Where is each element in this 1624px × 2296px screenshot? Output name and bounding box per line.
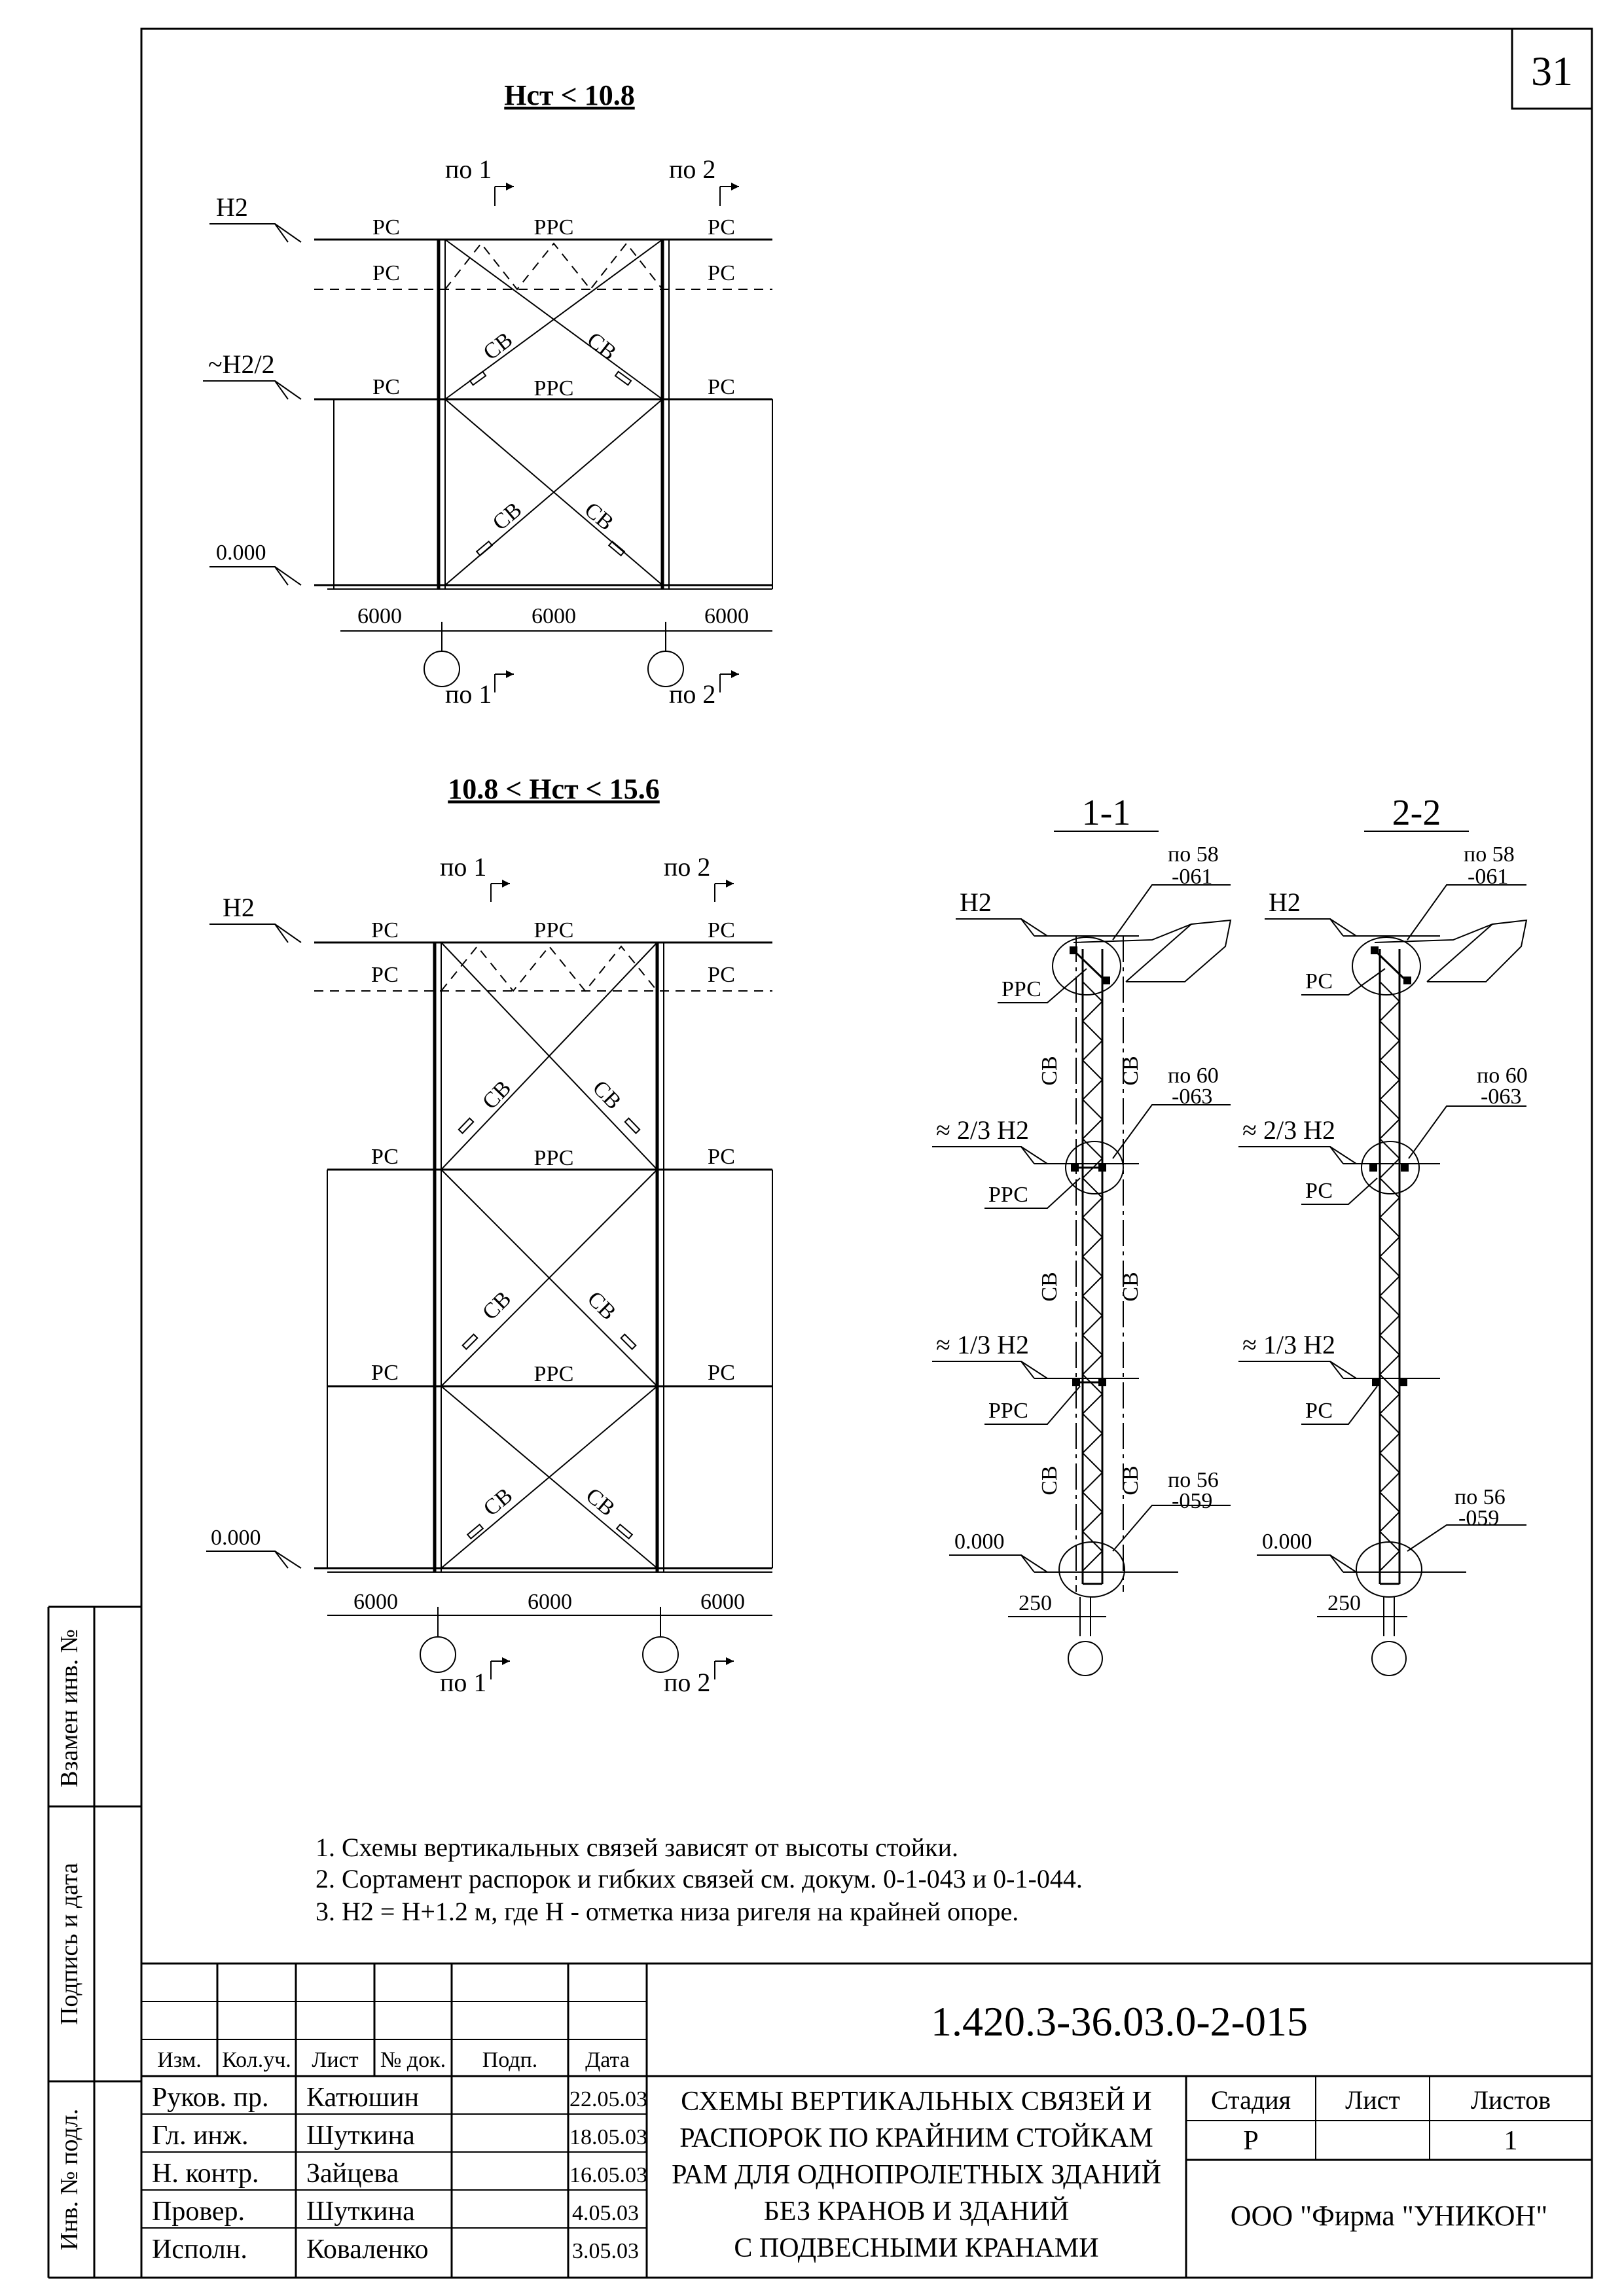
title-block [141,1964,1592,2278]
sec11-brace-6: СВ [1119,1465,1143,1496]
note-1: 1. Схемы вертикальных связей зависят от высоты стойки. [316,1833,959,1862]
sec22-dim: 250 [1327,1591,1361,1615]
tb-stage-value: Р [1243,2126,1259,2156]
frame2-brace-3: СВ [477,1286,516,1325]
frame2-row1-right: РС [707,918,736,942]
sec22-ref-mid-2: -063 [1481,1085,1522,1109]
section-1-1 [932,793,1231,1676]
side-sign-date: Подпись и дата [56,1862,83,2026]
sec22-axis [1372,1641,1406,1676]
frame2-scheme [206,773,772,1697]
sec11-brace-5: СВ [1038,1465,1062,1496]
sec22-ref-top-2: -061 [1468,865,1509,889]
sec22-mid-node: РС [1305,1179,1333,1203]
tb-name-5: Коваленко [306,2234,429,2265]
tb-name-1: Катюшин [306,2083,420,2113]
frame2-brace-5: СВ [478,1483,518,1521]
frame2-dim-1: 6000 [353,1590,398,1614]
tb-role-5: Исполн. [152,2234,247,2265]
frame2-row2-right: РС [707,963,736,987]
frame2-level-top: H2 [223,893,255,922]
tb-role-1: Руков. пр. [152,2083,269,2113]
sec22-low-node: РС [1305,1399,1333,1423]
tb-title-4: БЕЗ КРАНОВ И ЗДАНИЙ [763,2197,1070,2227]
sec11-top-node: РРС [1001,977,1041,1001]
tb-hdr-date: Дата [585,2048,630,2072]
frame2-row4-right: РС [707,1361,736,1385]
frame1-level-top: H2 [216,192,248,222]
frame1-row2-left: РС [372,261,401,285]
sec22-ref-bot-1: по 56 [1454,1485,1506,1509]
frame2-section-bot-2: по 2 [664,1668,711,1697]
side-inv-replace: Взамен инв. № [56,1629,83,1787]
frame2-axis-2 [643,1637,678,1672]
sec11-brace-2: СВ [1119,1056,1143,1086]
frame2-row2-left: РС [370,963,399,987]
frame2-dim-3: 6000 [700,1590,745,1614]
tb-name-2: Шуткина [306,2121,415,2151]
tb-hdr-izm: Изм. [157,2048,202,2072]
tb-date-2: 18.05.03 [569,2125,647,2149]
frame2-section-top-2: по 2 [664,852,711,882]
sec11-brace-3: СВ [1038,1272,1062,1302]
tb-title-3: РАМ ДЛЯ ОДНОПРОЛЕТНЫХ ЗДАНИЙ [672,2160,1161,2190]
frame1-level-zero: 0.000 [216,541,266,565]
sec22-top-node: РС [1305,969,1333,994]
sec22-level-zero: 0.000 [1262,1530,1312,1554]
frame2-title: 10.8 < Нст < 15.6 [448,773,660,805]
tb-date-4: 4.05.03 [572,2201,639,2225]
frame1-dim-1: 6000 [357,604,402,628]
sec22-ref-bot-2: -059 [1458,1506,1500,1530]
frame2-row3-mid: РРС [533,1146,574,1170]
frame2-row3-right: РС [707,1145,736,1169]
tb-stage-label: Стадия [1210,2085,1291,2115]
sec11-low-node: РРС [988,1399,1028,1423]
frame1-level-mid: ~H2/2 [208,350,275,379]
frame2-row4-mid: РРС [533,1362,574,1386]
tb-role-4: Провер. [152,2197,245,2227]
tb-name-4: Шуткина [306,2197,415,2227]
sec11-ref-top-1: по 58 [1168,842,1219,867]
side-stamp [48,1607,141,2278]
tb-hdr-doc: № док. [380,2048,446,2072]
sec11-ref-bot-2: -059 [1172,1489,1213,1513]
frame2-row1-mid: РРС [533,918,574,942]
sec22-ref-top-1: по 58 [1464,842,1515,867]
tb-doc-code: 1.420.3-36.03.0-2-015 [931,1998,1308,2045]
sec22-level-top: H2 [1269,888,1301,917]
frame1-row1-right: РС [707,215,736,240]
tb-title-5: С ПОДВЕСНЫМИ КРАНАМИ [734,2233,1099,2263]
sec11-dim: 250 [1019,1591,1052,1615]
frame1-row3-left: РС [372,375,401,399]
note-2: 2. Сортамент распорок и гибких связей см. докум. 0-1-043 и 0-1-044. [316,1864,1083,1893]
sec11-level-13: ≈ 1/3 H2 [936,1330,1029,1359]
tb-date-3: 16.05.03 [569,2163,647,2187]
frame1-section-top-1: по 1 [445,154,492,184]
sec11-ref-top-2: -061 [1172,865,1213,889]
sec22-level-13: ≈ 1/3 H2 [1242,1330,1335,1359]
frame1-brace-1: СВ [478,327,518,365]
tb-date-5: 3.05.03 [572,2239,639,2263]
sec11-ref-mid-1: по 60 [1168,1064,1219,1088]
frame1-section-top-2: по 2 [669,154,716,184]
tb-title-2: РАСПОРОК ПО КРАЙНИМ СТОЙКАМ [679,2123,1153,2153]
frame1-dim-2: 6000 [532,604,576,628]
frame1-brace-2: СВ [582,327,621,365]
tb-sheet-label: Лист [1345,2085,1400,2115]
sheet-frame [141,29,1592,2278]
tb-date-1: 22.05.03 [569,2087,647,2111]
tb-hdr-koluch: Кол.уч. [222,2048,291,2072]
frame1-dim-3: 6000 [704,604,749,628]
sec11-level-zero: 0.000 [954,1530,1005,1554]
frame1-scheme [203,79,772,709]
sec11-mid-node: РРС [988,1183,1028,1207]
frame2-brace-1: СВ [478,1075,516,1115]
tb-company: ООО "Фирма "УНИКОН" [1230,2200,1548,2232]
frame1-row2-right: РС [707,261,736,285]
frame1-brace-4: СВ [579,497,619,535]
frame1-row3-mid: РРС [533,376,574,401]
sec11-title: 1-1 [1081,793,1131,833]
frame2-level-zero: 0.000 [211,1526,261,1550]
frame1-row1-mid: РРС [533,215,574,240]
frame1-section-bot-2: по 2 [669,679,716,709]
tb-hdr-podp: Подп. [482,2048,538,2072]
frame2-row4-left: РС [370,1361,399,1385]
tb-role-2: Гл. инж. [152,2121,249,2151]
sec22-ref-mid-1: по 60 [1477,1064,1528,1088]
tb-sheets-label: Листов [1470,2085,1551,2115]
frame2-row3-left: РС [370,1145,399,1169]
tb-hdr-list: Лист [312,2048,359,2072]
frame2-section-bot-1: по 1 [440,1668,487,1697]
frame2-axis-1 [420,1637,456,1672]
sec11-level-top: H2 [960,888,992,917]
frame2-section-top-1: по 1 [440,852,487,882]
sec22-level-23: ≈ 2/3 H2 [1242,1115,1335,1145]
frame2-brace-2: СВ [587,1075,626,1115]
notes [316,1833,1083,1926]
frame2-dim-2: 6000 [528,1590,572,1614]
section-2-2 [1238,793,1528,1676]
sec11-ref-bot-1: по 56 [1168,1468,1219,1492]
frame1-row1-left: РС [372,215,401,240]
frame1-brace-3: СВ [488,497,527,535]
sec11-brace-1: СВ [1038,1056,1062,1086]
tb-sheets-value: 1 [1504,2126,1518,2156]
frame2-row1-left: РС [370,918,399,942]
note-3: 3. H2 = H+1.2 м, где H - отметка низа ригеля на крайней опоре. [316,1897,1019,1926]
frame2-brace-6: СВ [581,1483,620,1521]
frame2-brace-4: СВ [582,1286,621,1325]
page-number: 31 [1531,48,1573,94]
frame1-title: Нст < 10.8 [504,79,635,111]
frame1-section-bot-1: по 1 [445,679,492,709]
sec22-title: 2-2 [1392,793,1441,833]
tb-title-1: СХЕМЫ ВЕРТИКАЛЬНЫХ СВЯЗЕЙ И [681,2087,1152,2117]
sec11-level-23: ≈ 2/3 H2 [936,1115,1029,1145]
tb-name-3: Зайцева [306,2159,399,2189]
sec11-brace-4: СВ [1119,1272,1143,1302]
frame1-row3-right: РС [707,375,736,399]
sec11-axis [1068,1641,1102,1676]
side-inv-orig: Инв. № подл. [56,2108,83,2251]
tb-role-3: Н. контр. [152,2159,259,2189]
sec11-ref-mid-2: -063 [1172,1085,1213,1109]
